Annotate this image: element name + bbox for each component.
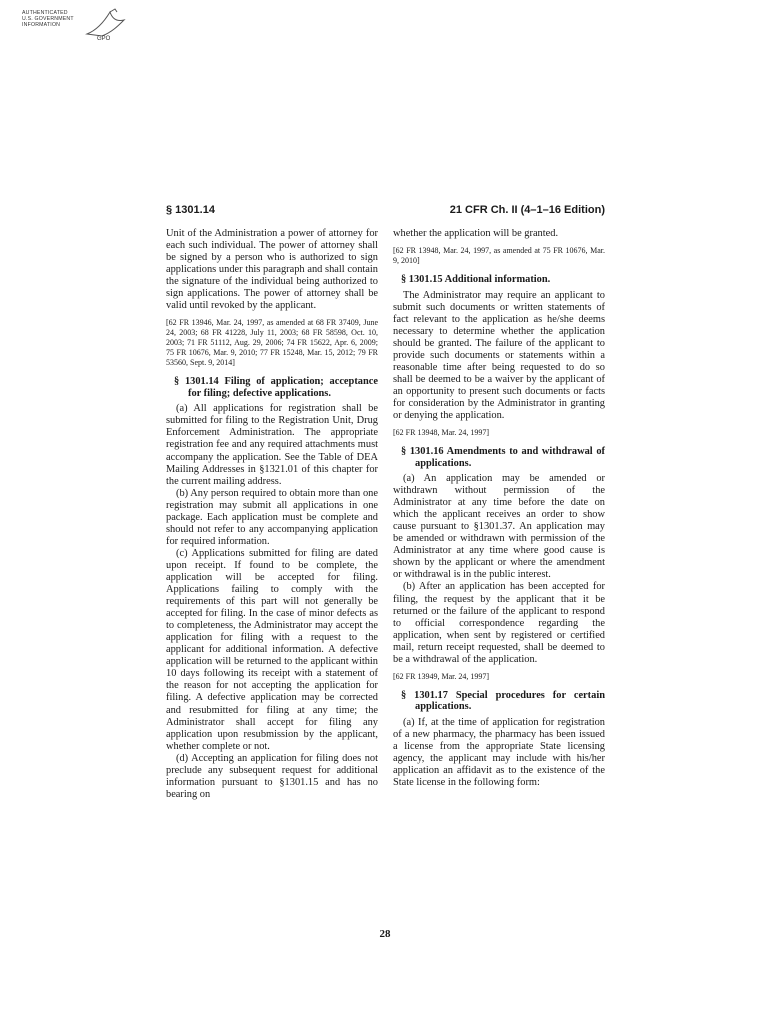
- citation: [62 FR 13949, Mar. 24, 1997]: [393, 671, 489, 681]
- gpo-line-2: U.S. GOVERNMENT: [22, 16, 74, 23]
- section-heading: § 1301.16 Amendments to and withdrawal of applications.: [401, 446, 605, 469]
- paragraph: Unit of the Administration a power of attorney for each such individual. The power of attorney shall be signed by a person who is authorized to sign applications under this paragraph and shall contain the signature of the individual being authorized to sign applications. The power of attorney shall be valid until revoked by the applicant.: [166, 228, 378, 312]
- gpo-line-1: AUTHENTICATED: [22, 10, 68, 16]
- paragraph: (d) Accepting an application for filing does not preclude any subsequent request for additional information pursuant to §1301.15 and has no bearing on: [166, 752, 378, 800]
- citation: [62 FR 13948, Mar. 24, 1997]: [393, 428, 489, 438]
- gpo-authentication-logo: [22, 8, 142, 46]
- section-heading: § 1301.17 Special procedures for certain applications.: [401, 689, 605, 713]
- left-column: [166, 228, 378, 801]
- paragraph: (a) All applications for registration shall be submitted for filing to the Registration Unit, Drug Enforcement Administration. The appropriate registration fee and any required attachments must accompany the application. See the Table of DEA Mailing Addresses in §1321.01 of this chapter for the current mailing address.: [166, 403, 378, 487]
- right-column: [393, 228, 605, 789]
- paragraph: (b) After an application has been accepted for filing, the request by the applicant that it be returned or the failure of the applicant to respond to official correspondence regarding the application, when sent by registered or certified mail, return receipt requested, shall be deemed to be a withdrawal of the application.: [393, 581, 605, 665]
- paragraph: (a) An application may be amended or withdrawn without permission of the Administrator at any time before the date on which the applicant receives an order to show cause pursuant to §1301.37. An application may be amended or withdrawn with permission of the Administrator at any time where good cause is shown by the applicant or where the amendment or withdrawal is in the public interest.: [393, 473, 605, 581]
- section-heading: § 1301.15 Additional information.: [401, 274, 551, 286]
- gpo-mark: GPO: [97, 36, 111, 42]
- gpo-line-3: INFORMATION: [22, 22, 61, 29]
- paragraph: (a) If, at the time of application for registration of a new pharmacy, the pharmacy has been issued a license from the appropriate State licensing agency, the applicant may include with his/her application an affidavit as to the existence of the State license in the following form:: [393, 716, 605, 789]
- paragraph: whether the application will be granted.: [393, 228, 559, 239]
- citation: [62 FR 13948, Mar. 24, 1997, as amended at 75 FR 10676, Mar. 9, 2010]: [393, 246, 605, 266]
- section-heading: § 1301.14 Filing of application; acceptance for filing; defective applications.: [174, 376, 378, 399]
- citation: [62 FR 13946, Mar. 24, 1997, as amended at 68 FR 37409, June 24, 2003; 68 FR 41228, July 11, 2003; 68 FR 58598, Oct. 10, 2003; 71 FR 51112, Aug. 29, 2006; 74 FR 15622, Apr. 6, 2009; 75 FR 10676, Mar. 9, 2010; 77 FR 15248, Mar. 15, 2012; 79 FR 53560, Sept. 9, 2014]: [166, 318, 378, 368]
- paragraph: (b) Any person required to obtain more than one registration may submit all applications in one package. Each application must be complete and should not refer to any accompanying application for required information.: [166, 487, 378, 547]
- paragraph: (c) Applications submitted for filing are dated upon receipt. If found to be complete, the application will be accepted for filing. Applications failing to comply with the requirements of this part will not generally be accepted for filing. In the case of minor defects as to completeness, the Administrator may accept the application for filing with a request to the applicant for additional information. A defective application will be returned to the applicant within 10 days following its receipt with a statement of the reason for not accepting the application for filing. A defective application may be corrected and resubmitted for filing at any time; the Administrator shall accept for filing any application upon resubmission by the applicant, whether complete or not.: [166, 547, 378, 752]
- running-header: [166, 204, 605, 218]
- header-title: 21 CFR Ch. II (4–1–16 Edition): [449, 204, 605, 216]
- paragraph: The Administrator may require an applicant to submit such documents or written statements of fact relevant to the application as he/she deems necessary to determine whether the application should be granted. The failure of the applicant to provide such documents or statements within a reasonable time after being requested to do so shall be deemed to be a waiver by the applicant of an opportunity to present such documents or facts for consideration by the Administrator in granting or denying the application.: [393, 289, 605, 422]
- page-number: 28: [379, 928, 391, 940]
- header-section: § 1301.14: [166, 204, 215, 216]
- eagle-icon: [82, 8, 142, 38]
- gpo-logo-text: [22, 10, 74, 29]
